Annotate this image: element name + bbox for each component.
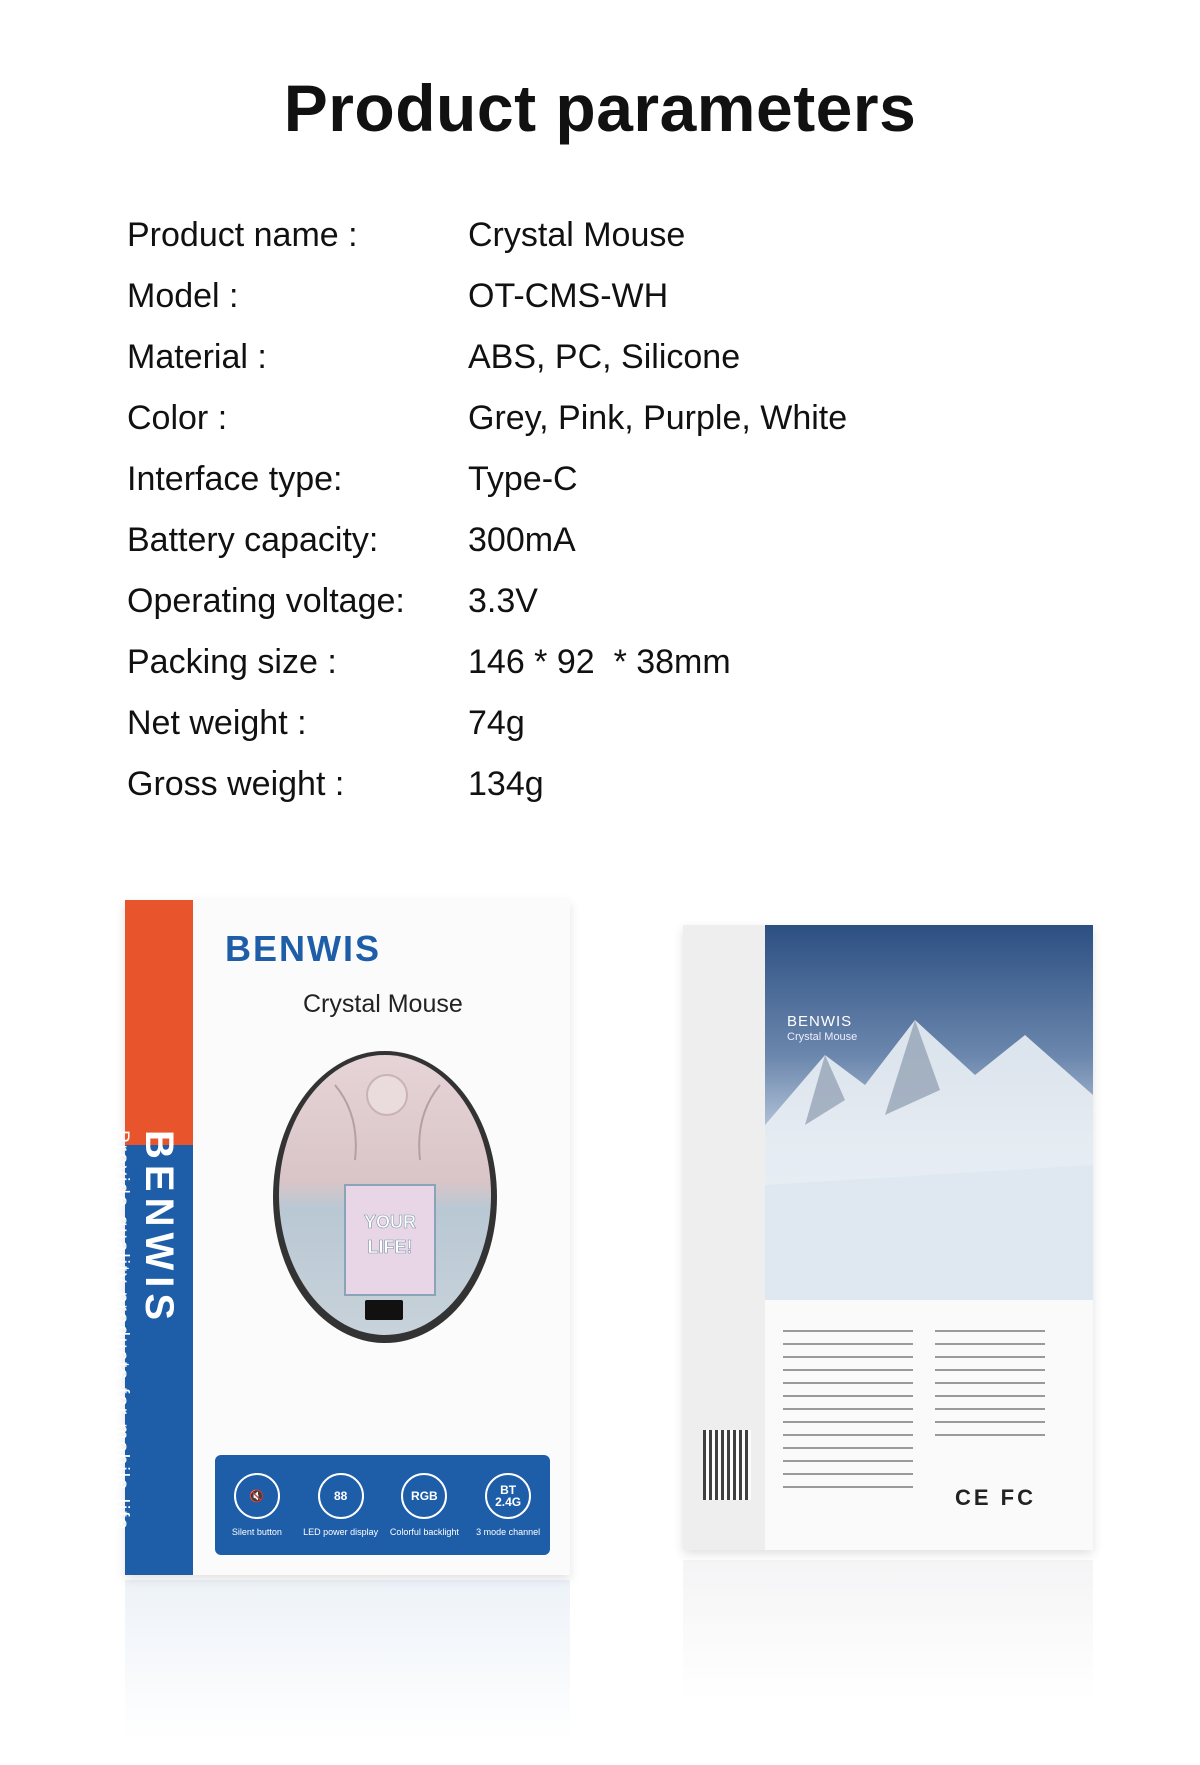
param-row	[127, 449, 1027, 510]
feature-item	[301, 1473, 381, 1537]
param-label: Battery capacity:	[127, 521, 379, 559]
param-label: Material :	[127, 338, 267, 376]
param-value: Grey, Pink, Purple, White	[468, 399, 848, 437]
param-row	[127, 632, 1027, 693]
package-spine	[111, 900, 193, 1575]
param-value: 134g	[468, 765, 544, 803]
speaker-mute-icon: 🔇	[234, 1473, 280, 1519]
feature-bar	[215, 1455, 550, 1555]
fine-print-right	[935, 1330, 1045, 1440]
param-row	[127, 571, 1027, 632]
snow-field	[765, 1165, 1093, 1300]
feature-item	[217, 1473, 297, 1537]
brand-logo: BENWIS	[225, 928, 381, 969]
param-row	[127, 510, 1027, 571]
back-reflection	[683, 1560, 1093, 1700]
scroll-wheel	[367, 1075, 407, 1115]
param-label: Product name :	[127, 216, 358, 254]
param-row	[127, 754, 1027, 815]
param-value: 74g	[468, 704, 525, 742]
param-label: Model :	[127, 277, 239, 315]
parameter-list	[127, 205, 1027, 815]
param-value: 146 * 92 * 38mm	[468, 643, 731, 681]
spine-text	[110, 1130, 181, 1532]
feature-label: 3 mode channel	[476, 1527, 541, 1537]
rgb-icon: RGB	[401, 1473, 447, 1519]
window-text-line2: LIFE!	[367, 1237, 413, 1257]
param-row	[127, 327, 1027, 388]
front-reflection	[125, 1580, 570, 1740]
param-value: 3.3V	[468, 582, 538, 620]
package-front-image	[111, 900, 570, 1575]
certification-marks: CE FC	[955, 1485, 1036, 1510]
param-row	[127, 388, 1027, 449]
param-value: Type-C	[468, 460, 578, 498]
bluetooth-icon: BT 2.4G	[485, 1473, 531, 1519]
back-brand: BENWIS	[787, 1013, 853, 1030]
feature-label: Colorful backlight	[389, 1527, 459, 1537]
back-info-panel	[765, 1300, 1093, 1550]
param-row	[127, 693, 1027, 754]
spine-tagline: Provide quality products for mobile life	[111, 1130, 132, 1532]
package-back-image	[683, 925, 1093, 1550]
param-label: Operating voltage:	[127, 582, 405, 620]
param-label: Packing size :	[127, 643, 337, 681]
param-row	[127, 205, 1027, 266]
param-label: Color :	[127, 399, 228, 437]
param-value: 300mA	[468, 521, 576, 559]
feature-label: Silent button	[231, 1527, 282, 1537]
mouse-illustration	[265, 1045, 505, 1345]
fine-print-left	[783, 1330, 913, 1490]
param-value: ABS, PC, Silicone	[468, 338, 741, 376]
snow-mountain-photo	[765, 925, 1093, 1300]
battery-display-icon: 88	[318, 1473, 364, 1519]
param-label: Net weight :	[127, 704, 307, 742]
param-label: Interface type:	[127, 460, 343, 498]
feature-item	[384, 1473, 464, 1537]
mountain-graphic	[765, 925, 1093, 1300]
package-product-name: Crystal Mouse	[303, 990, 463, 1018]
back-product-name: Crystal Mouse	[787, 1031, 858, 1043]
param-value: Crystal Mouse	[468, 216, 686, 254]
param-row	[127, 266, 1027, 327]
feature-item	[468, 1473, 548, 1537]
spine-brand: BENWIS	[137, 1130, 181, 1326]
feature-label: LED power display	[303, 1527, 379, 1537]
param-value: OT-CMS-WH	[468, 277, 669, 315]
led-display	[365, 1300, 403, 1320]
page-title: Product parameters	[283, 71, 917, 145]
qr-code	[703, 1430, 751, 1500]
param-label: Gross weight :	[127, 765, 345, 803]
window-text-line1: YOUR	[363, 1212, 417, 1232]
